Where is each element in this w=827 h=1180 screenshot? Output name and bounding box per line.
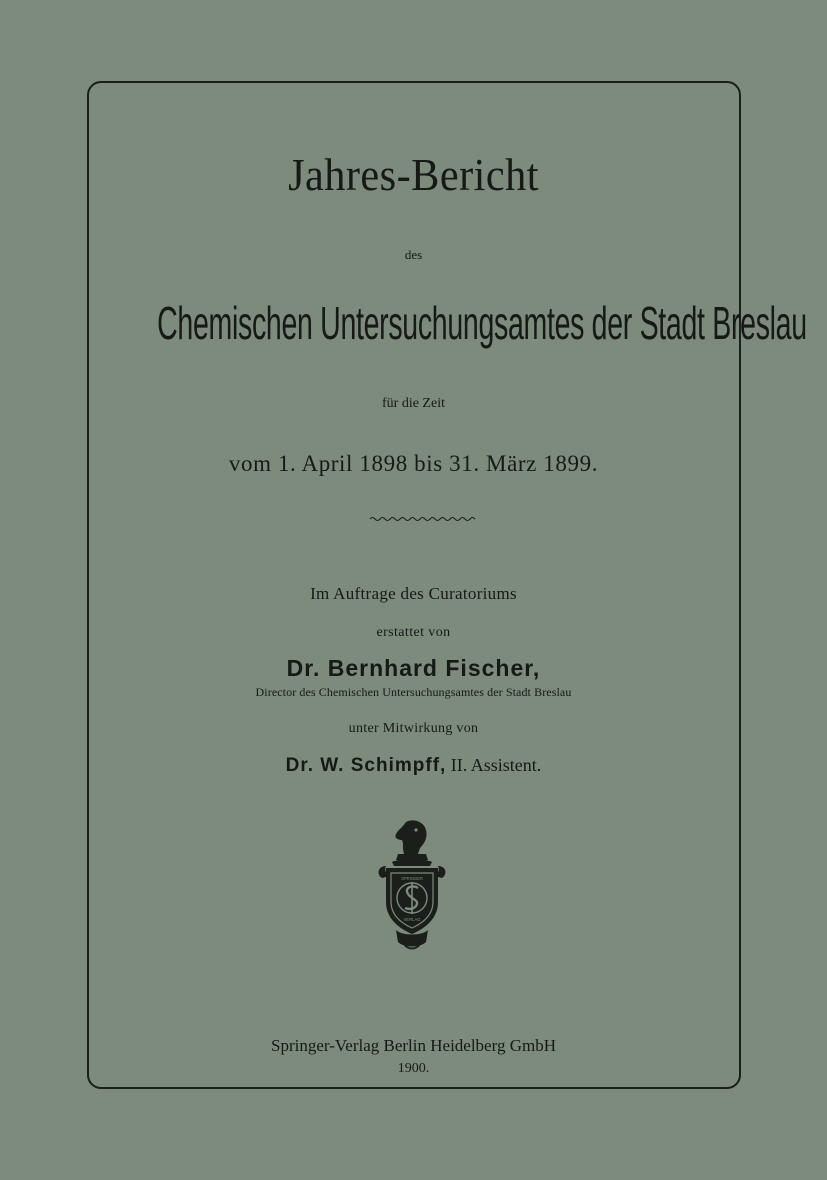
- author-name: Dr. Bernhard Fischer,: [286, 655, 541, 681]
- commission-line: Im Auftrage des Curatoriums: [310, 584, 517, 603]
- svg-text:SPRINGER: SPRINGER: [401, 876, 423, 881]
- assistant-line: [0, 756, 827, 775]
- report-period: vom 1. April 1898 bis 31. März 1899.: [228, 451, 599, 476]
- institution-name: Chemischen Untersuchungsamtes der Stadt Breslau: [157, 297, 807, 349]
- springer-knight-emblem-icon: [374, 818, 450, 952]
- collaboration-line: unter Mitwirkung von: [348, 721, 479, 736]
- report-title: Jahres-Bericht: [288, 149, 539, 200]
- publisher-name: Springer-Verlag Berlin Heidelberg GmbH: [271, 1036, 556, 1055]
- publication-year: 1900.: [397, 1061, 430, 1076]
- title-connector: des: [404, 247, 423, 262]
- submitted-by-line: erstattet von: [376, 625, 451, 640]
- wavy-rule-ornament-icon: [368, 514, 478, 524]
- assistant-name: Dr. W. Schimpff,: [285, 755, 447, 776]
- assistant-role: II. Assistent.: [450, 755, 542, 775]
- svg-text:VERLAG: VERLAG: [403, 917, 421, 922]
- author-role: Director des Chemischen Untersuchungsamtes der Stadt Breslau: [255, 685, 572, 699]
- period-label: für die Zeit: [382, 396, 445, 411]
